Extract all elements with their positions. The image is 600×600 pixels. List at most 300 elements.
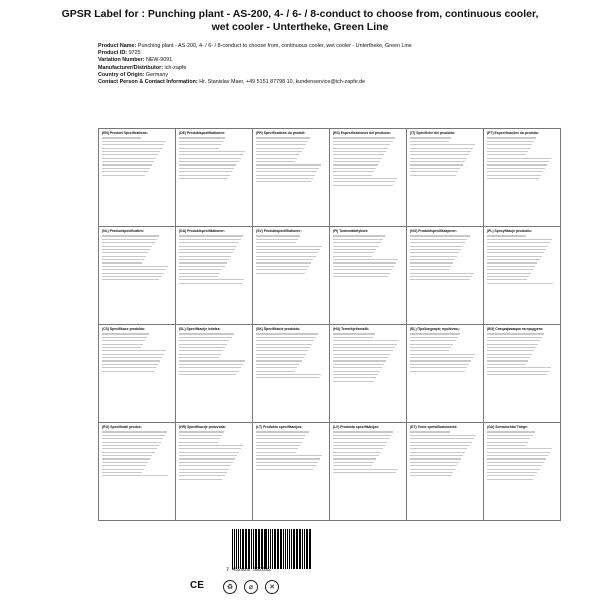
- spec-text-line: [102, 340, 145, 341]
- spec-text-line: [333, 249, 376, 250]
- spec-text-line: [256, 273, 305, 274]
- barcode-bar: [240, 529, 241, 569]
- barcode-bar: [248, 529, 250, 569]
- spec-text-line: [102, 371, 154, 372]
- spec-text-line: [410, 246, 463, 247]
- barcode-bar: [306, 529, 308, 569]
- spec-text-line: [410, 448, 467, 449]
- barcode-bar: [261, 529, 263, 569]
- spec-text-line: [333, 367, 382, 368]
- spec-text-line: [179, 367, 241, 368]
- spec-text-line: [410, 144, 475, 145]
- spec-cell: [484, 129, 561, 227]
- spec-cell: [330, 325, 407, 423]
- spec-cell: [176, 227, 253, 325]
- spec-cell-title: (IT) Specifiche del prodotto:: [410, 131, 456, 135]
- spec-text-line: [102, 256, 146, 257]
- spec-text-line: [410, 148, 473, 149]
- spec-text-line: [410, 158, 467, 159]
- spec-text-line: [410, 161, 465, 162]
- spec-text-line: [333, 337, 373, 338]
- spec-text-line: [256, 154, 299, 155]
- barcode-bar: [278, 529, 279, 569]
- spec-text-line: [487, 371, 549, 372]
- spec-text-line: [487, 333, 544, 334]
- spec-text-line: [256, 374, 321, 375]
- spec-text-line: [102, 144, 164, 145]
- spec-text-line: [487, 448, 552, 449]
- spec-text-line: [487, 283, 553, 284]
- spec-cell-title: (SV) Produktspecifikationer:: [256, 229, 302, 233]
- spec-cell-title: (GA) Sonraíochtaí Táirge:: [487, 425, 529, 429]
- spec-text-line: [333, 151, 386, 152]
- spec-text-line: [487, 431, 535, 432]
- barcode-bar: [309, 529, 310, 569]
- spec-text-line: [410, 350, 449, 351]
- barcode-bar: [283, 529, 284, 569]
- spec-text-line: [179, 374, 236, 375]
- spec-text-line: [410, 137, 451, 138]
- spec-text-line: [256, 181, 311, 182]
- spec-text-line: [179, 452, 239, 453]
- spec-text-line: [102, 279, 159, 280]
- spec-text-line: [333, 137, 395, 138]
- spec-text-line: [256, 178, 313, 179]
- spec-text-line: [410, 256, 457, 257]
- spec-text-line: [487, 438, 530, 439]
- barcode-bar: [238, 529, 239, 569]
- spec-text-line: [179, 249, 235, 250]
- spec-text-line: [179, 360, 245, 361]
- spec-text-line: [179, 164, 236, 165]
- spec-text-line: [102, 469, 144, 470]
- spec-text-line: [410, 171, 458, 172]
- spec-grid: [98, 128, 561, 521]
- spec-text-line: [256, 141, 308, 142]
- spec-text-line: [179, 239, 241, 240]
- spec-text-line: [179, 435, 222, 436]
- spec-cell-title: (DE) Produktspezifikationen:: [179, 131, 226, 135]
- spec-text-line: [256, 442, 302, 443]
- spec-text-line: [487, 178, 539, 179]
- barcode-bar: [268, 529, 270, 569]
- spec-text-line: [102, 242, 155, 243]
- spec-text-line: [333, 246, 379, 247]
- spec-text-line: [256, 448, 298, 449]
- spec-text-line: [102, 161, 154, 162]
- spec-text-line: [487, 171, 543, 172]
- spec-text-line: [256, 371, 295, 372]
- spec-text-line: [102, 164, 152, 165]
- spec-cell: [407, 325, 484, 423]
- spec-text-line: [256, 364, 299, 365]
- spec-text-line: [179, 283, 242, 284]
- label-title: GPSR Label for : Punching plant - AS-200, 4- / 6- / 8-conduct to choose from, continuous cooler, wet cooler - Untertheke, Green Line: [61, 8, 539, 33]
- spec-text-line: [487, 262, 537, 263]
- spec-text-line: [487, 344, 538, 345]
- spec-text-line: [487, 479, 533, 480]
- spec-text-line: [179, 141, 223, 142]
- spec-text-line: [102, 357, 162, 358]
- spec-text-line: [256, 360, 302, 361]
- spec-text-line: [333, 256, 372, 257]
- spec-text-line: [256, 168, 319, 169]
- spec-text-line: [333, 154, 384, 155]
- spec-text-line: [179, 252, 233, 253]
- spec-text-line: [487, 340, 540, 341]
- spec-text-line: [410, 252, 459, 253]
- spec-text-line: [333, 371, 380, 372]
- spec-text-line: [256, 137, 310, 138]
- spec-text-line: [410, 337, 458, 338]
- spec-text-line: [487, 442, 528, 443]
- spec-text-line: [256, 266, 309, 267]
- spec-text-line: [333, 242, 381, 243]
- spec-text-line: [333, 141, 393, 142]
- spec-text-line: [487, 458, 546, 459]
- spec-cell-title: (PT) Especificações do produto:: [487, 131, 539, 135]
- spec-text-line: [256, 367, 297, 368]
- spec-text-line: [487, 367, 551, 368]
- spec-text-line: [102, 354, 164, 355]
- spec-cell-title: (EN) Product Specifications:: [102, 131, 148, 135]
- barcode-bar: [264, 529, 265, 569]
- spec-text-line: [487, 273, 531, 274]
- spec-text-line: [487, 357, 530, 358]
- spec-text-line: [102, 431, 167, 432]
- spec-text-line: [487, 452, 550, 453]
- spec-text-line: [102, 276, 162, 277]
- spec-cell: [99, 423, 176, 521]
- compliance-icons: [223, 580, 279, 594]
- spec-text-line: [179, 266, 225, 267]
- spec-text-line: [410, 465, 457, 466]
- spec-text-line: [179, 178, 228, 179]
- spec-text-line: [333, 276, 388, 277]
- spec-text-line: [487, 374, 547, 375]
- spec-text-line: [333, 350, 393, 351]
- spec-text-line: [102, 137, 141, 138]
- spec-cell: [253, 129, 330, 227]
- spec-text-line: [333, 431, 393, 432]
- spec-text-line: [179, 279, 244, 280]
- spec-cell-title: (PL) Specyfikacje produktu:: [487, 229, 532, 233]
- barcode-bar: [236, 529, 238, 569]
- spec-text-line: [179, 246, 237, 247]
- spec-text-line: [102, 438, 163, 439]
- label-footer: [190, 525, 400, 591]
- spec-text-line: [179, 340, 229, 341]
- spec-text-line: [410, 269, 449, 270]
- spec-text-line: [410, 141, 449, 142]
- spec-text-line: [487, 445, 526, 446]
- spec-cell-title: (FR) Spécifications du produit:: [256, 131, 306, 135]
- spec-text-line: [410, 371, 465, 372]
- spec-text-line: [487, 455, 548, 456]
- spec-text-line: [410, 469, 455, 470]
- spec-text-line: [179, 469, 229, 470]
- spec-cell: [484, 325, 561, 423]
- spec-text-line: [410, 175, 456, 176]
- spec-text-line: [487, 144, 532, 145]
- spec-cell-title: (CS) Specifikace produktu:: [102, 327, 146, 331]
- spec-cell: [484, 423, 561, 521]
- spec-text-line: [410, 431, 450, 432]
- spec-text-line: [179, 357, 219, 358]
- barcode-bar: [270, 529, 271, 569]
- spec-text-line: [179, 442, 218, 443]
- barcode-bar: [246, 529, 247, 569]
- spec-text-line: [256, 144, 306, 145]
- spec-text-line: [487, 472, 537, 473]
- spec-text-line: [102, 462, 148, 463]
- spec-text-line: [102, 455, 152, 456]
- spec-text-line: [256, 469, 313, 470]
- spec-text-line: [410, 154, 469, 155]
- spec-text-line: [487, 137, 536, 138]
- spec-text-line: [410, 340, 456, 341]
- spec-text-line: [410, 249, 461, 250]
- spec-text-line: [179, 137, 225, 138]
- barcode-bar: [289, 529, 290, 569]
- spec-text-line: [256, 249, 320, 250]
- spec-text-line: [256, 333, 318, 334]
- spec-text-line: [179, 458, 235, 459]
- spec-text-line: [410, 452, 465, 453]
- spec-text-line: [333, 266, 394, 267]
- spec-text-line: [179, 337, 232, 338]
- spec-text-line: [333, 377, 376, 378]
- spec-text-line: [487, 154, 526, 155]
- spec-text-line: [410, 455, 463, 456]
- spec-text-line: [333, 381, 374, 382]
- spec-text-line: [487, 158, 551, 159]
- spec-text-line: [102, 360, 160, 361]
- spec-cell: [99, 129, 176, 227]
- recycle-icon: ♻: [223, 580, 237, 594]
- ce-mark: CE: [190, 580, 204, 591]
- spec-cell: [330, 129, 407, 227]
- spec-cell-title: (EL) Προδιαγραφές προϊόντος:: [410, 327, 461, 331]
- meta-manufacturer: Manufacturer/Distributor: ich-zapfe: [98, 64, 187, 71]
- spec-text-line: [333, 357, 388, 358]
- spec-text-line: [333, 168, 376, 169]
- spec-text-line: [333, 144, 390, 145]
- spec-text-line: [333, 435, 391, 436]
- spec-cell: [330, 423, 407, 521]
- spec-text-line: [410, 435, 476, 436]
- spec-text-line: [179, 344, 227, 345]
- spec-text-line: [102, 246, 152, 247]
- spec-text-line: [487, 465, 542, 466]
- spec-text-line: [410, 438, 474, 439]
- spec-text-line: [410, 367, 467, 368]
- spec-text-line: [102, 364, 158, 365]
- spec-text-line: [333, 252, 374, 253]
- spec-text-line: [102, 350, 166, 351]
- spec-text-line: [256, 455, 322, 456]
- spec-text-line: [410, 344, 453, 345]
- barcode-bar: [234, 529, 235, 569]
- spec-text-line: [487, 360, 528, 361]
- spec-text-line: [410, 333, 460, 334]
- spec-text-line: [333, 333, 375, 334]
- spec-text-line: [410, 458, 461, 459]
- spec-text-line: [102, 472, 142, 473]
- spec-cell: [253, 227, 330, 325]
- spec-text-line: [410, 354, 475, 355]
- spec-text-line: [256, 239, 298, 240]
- spec-text-line: [487, 164, 547, 165]
- spec-text-line: [179, 154, 243, 155]
- spec-text-line: [487, 279, 527, 280]
- spec-text-line: [256, 435, 306, 436]
- spec-text-line: [333, 158, 382, 159]
- spec-text-line: [333, 472, 396, 473]
- spec-text-line: [333, 178, 397, 179]
- spec-text-line: [487, 249, 546, 250]
- spec-text-line: [487, 469, 540, 470]
- barcode-bar: [255, 529, 257, 569]
- barcode-bar: [302, 529, 303, 569]
- spec-text-line: [179, 269, 222, 270]
- spec-text-line: [487, 337, 542, 338]
- spec-text-line: [410, 442, 472, 443]
- spec-text-line: [102, 175, 145, 176]
- spec-text-line: [179, 455, 237, 456]
- spec-text-line: [410, 472, 453, 473]
- spec-text-line: [410, 279, 470, 280]
- spec-text-line: [410, 462, 459, 463]
- barcode-bar: [277, 529, 278, 569]
- spec-text-line: [102, 262, 142, 263]
- spec-text-line: [256, 164, 321, 165]
- spec-text-line: [333, 462, 374, 463]
- spec-text-line: [179, 259, 229, 260]
- spec-text-line: [256, 175, 315, 176]
- barcode-bar: [251, 529, 252, 569]
- spec-text-line: [487, 347, 536, 348]
- spec-text-line: [333, 340, 399, 341]
- spec-text-line: [179, 354, 221, 355]
- barcode-bar: [310, 529, 311, 569]
- spec-text-line: [333, 374, 378, 375]
- spec-text-line: [179, 462, 233, 463]
- spec-text-line: [179, 175, 230, 176]
- spec-text-line: [256, 347, 310, 348]
- spec-cell-title: (FI) Tuotemääritykset:: [333, 229, 369, 233]
- spec-text-line: [333, 469, 398, 470]
- spec-text-line: [102, 344, 143, 345]
- spec-text-line: [333, 445, 385, 446]
- spec-text-line: [179, 448, 241, 449]
- spec-text-line: [410, 357, 473, 358]
- spec-cell: [176, 423, 253, 521]
- spec-text-line: [102, 458, 150, 459]
- spec-cell-title: (RO) Specificații produs:: [102, 425, 142, 429]
- spec-text-line: [179, 161, 239, 162]
- spec-text-line: [179, 472, 227, 473]
- spec-text-line: [333, 171, 374, 172]
- spec-text-line: [487, 239, 552, 240]
- spec-text-line: [333, 458, 376, 459]
- barcode-bar: [245, 529, 246, 569]
- spec-text-line: [179, 347, 225, 348]
- barcode-bar: [242, 529, 244, 569]
- spec-text-line: [102, 452, 155, 453]
- spec-cell: [253, 325, 330, 423]
- spec-text-line: [487, 256, 542, 257]
- meta-product-name: Product Name: Punching plant - AS-200, 4- / 6- / 8-conduct to choose from, continuous cooler, wet cooler - Untertheke, Green Line: [98, 43, 412, 49]
- spec-cell-title: (ET) Toote spetsifikatsioonid:: [410, 425, 458, 429]
- spec-text-line: [102, 442, 161, 443]
- spec-cell-title: (HR) Specifikacije proizvoda:: [179, 425, 226, 429]
- spec-text-line: [179, 276, 218, 277]
- spec-text-line: [333, 148, 388, 149]
- barcode-bar: [297, 529, 298, 569]
- spec-text-line: [256, 256, 316, 257]
- spec-text-line: [102, 337, 147, 338]
- spec-text-line: [102, 333, 149, 334]
- spec-cell-title: (NO) Produktspesifikasjoner:: [410, 229, 457, 233]
- spec-text-line: [179, 465, 231, 466]
- spec-text-line: [333, 262, 396, 263]
- spec-cell: [99, 325, 176, 423]
- spec-text-line: [410, 475, 451, 476]
- spec-text-line: [102, 367, 156, 368]
- spec-text-line: [179, 371, 239, 372]
- spec-text-line: [179, 364, 243, 365]
- barcode-bar: [253, 529, 254, 569]
- spec-text-line: [179, 262, 227, 263]
- spec-text-line: [333, 185, 393, 186]
- spec-text-line: [256, 377, 319, 378]
- spec-text-line: [333, 175, 372, 176]
- spec-text-line: [256, 431, 309, 432]
- barcode-bar: [259, 529, 260, 569]
- spec-cell-title: (LV) Produkta specifikācijas:: [333, 425, 380, 429]
- spec-text-line: [102, 269, 166, 270]
- spec-text-line: [410, 164, 463, 165]
- spec-cell: [176, 325, 253, 423]
- spec-text-line: [333, 259, 398, 260]
- spec-text-line: [102, 435, 165, 436]
- spec-text-line: [333, 235, 385, 236]
- spec-text-line: [333, 164, 378, 165]
- spec-text-line: [102, 158, 156, 159]
- barcode-bar: [287, 529, 289, 569]
- spec-text-line: [256, 148, 304, 149]
- spec-text-line: [410, 151, 471, 152]
- barcode-bar: [274, 529, 276, 569]
- spec-text-line: [333, 465, 372, 466]
- spec-text-line: [102, 448, 157, 449]
- spec-text-line: [179, 475, 225, 476]
- spec-text-line: [102, 266, 168, 267]
- barcode-bar: [291, 529, 292, 569]
- spec-text-line: [102, 252, 148, 253]
- barcode-bar: [265, 529, 266, 569]
- spec-text-line: [179, 273, 220, 274]
- spec-text-line: [102, 259, 144, 260]
- product-meta: [98, 43, 558, 86]
- spec-text-line: [102, 235, 159, 236]
- spec-text-line: [256, 262, 311, 263]
- meta-product-id: Product ID: 9725: [98, 50, 141, 57]
- spec-text-line: [102, 151, 160, 152]
- spec-text-line: [102, 445, 159, 446]
- spec-text-line: [256, 340, 314, 341]
